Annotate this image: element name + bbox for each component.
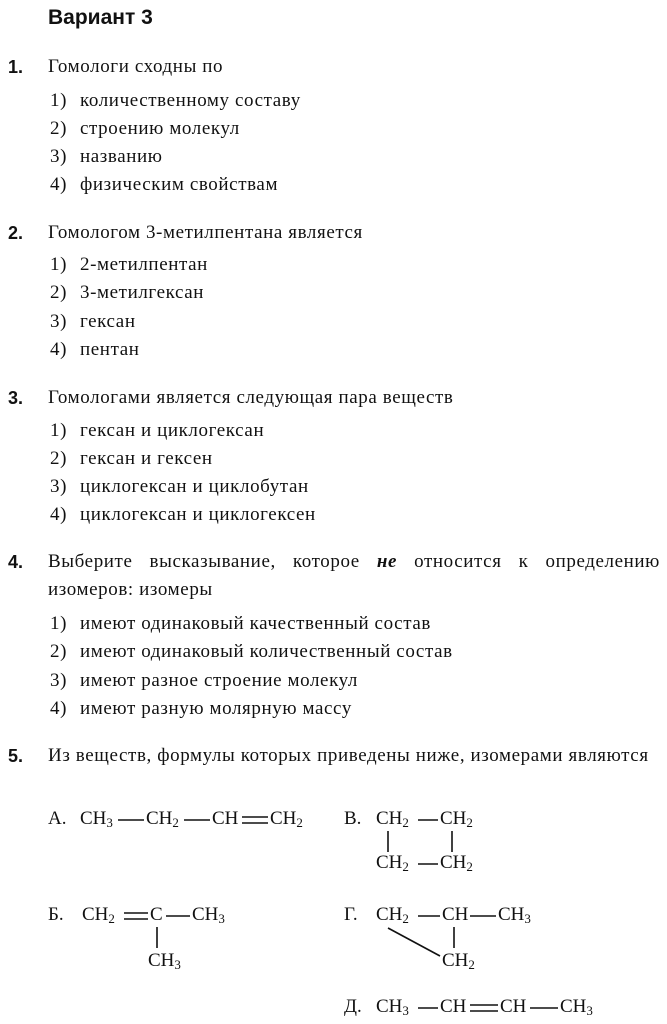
atom-group: CH <box>376 808 403 829</box>
question-text: Гомологи сходны по <box>48 56 224 77</box>
atom-group: CH <box>270 808 297 829</box>
option-number: 2) <box>50 448 68 469</box>
question-text-end: относится к определению изомеров: изомеры <box>48 551 660 600</box>
formula-label-d: Д. <box>344 996 362 1017</box>
atom-group: CH <box>376 852 403 873</box>
subscript: 3 <box>106 815 113 830</box>
atom-group: CH <box>148 950 175 971</box>
option-number: 3) <box>50 670 68 691</box>
option-number: 2) <box>50 118 68 139</box>
option-number: 2) <box>50 282 68 303</box>
option-number: 3) <box>50 476 68 497</box>
option-text: гексан и гексен <box>80 448 213 469</box>
option-number: 1) <box>50 254 68 275</box>
option-text: имеют разное строение молекул <box>80 670 358 691</box>
option-number: 4) <box>50 698 68 719</box>
option-text: строению молекул <box>80 118 240 139</box>
option-text: имеют одинаковый количественный состав <box>80 641 453 662</box>
option-number: 3) <box>50 311 68 332</box>
option-text: количественному составу <box>80 90 301 111</box>
question-number: 4. <box>8 552 24 572</box>
subscript: 3 <box>174 957 181 972</box>
question-number: 1. <box>8 57 24 77</box>
emphasis-not: не <box>376 551 398 572</box>
atom-group: CH <box>442 904 469 925</box>
atom-group: CH <box>440 852 467 873</box>
formula-label-g: Г. <box>344 904 358 925</box>
option-text: названию <box>80 146 163 167</box>
option-text: имеют разную молярную массу <box>80 698 352 719</box>
question-text-start: Выберите высказывание, которое <box>48 551 360 572</box>
variant-title: Вариант 3 <box>48 6 153 29</box>
question-text: Гомологами является следующая пара веществ <box>48 387 454 408</box>
atom-group: C <box>150 904 163 925</box>
atom-group: CH <box>80 808 107 829</box>
subscript: 3 <box>402 1003 409 1018</box>
formula-label-v: В. <box>344 808 362 829</box>
atom-group: CH <box>442 950 469 971</box>
option-text: 3-метилгексан <box>80 282 205 303</box>
option-number: 4) <box>50 174 68 195</box>
subscript: 2 <box>108 911 115 926</box>
option-text: гексан <box>80 311 136 332</box>
subscript: 2 <box>466 815 473 830</box>
formula-label-a: А. <box>48 808 67 829</box>
option-number: 2) <box>50 641 68 662</box>
subscript: 2 <box>402 859 409 874</box>
option-text: 2-метилпентан <box>80 254 208 275</box>
subscript: 3 <box>586 1003 593 1018</box>
formula-label-b: Б. <box>48 904 64 925</box>
option-text: циклогексан и циклобутан <box>80 476 309 497</box>
atom-group: CH <box>192 904 219 925</box>
subscript: 2 <box>296 815 303 830</box>
question-text: Из веществ, формулы которых приведены ниже, изомерами являются <box>48 745 649 766</box>
atom-group: CH <box>212 808 239 829</box>
option-text: имеют одинаковый качественный состав <box>80 613 431 634</box>
option-number: 1) <box>50 90 68 111</box>
atom-group: CH <box>376 904 403 925</box>
atom-group: CH <box>82 904 109 925</box>
option-number: 4) <box>50 339 68 360</box>
atom-group: CH <box>560 996 587 1017</box>
question-text: Гомологом 3-метилпентана является <box>48 222 363 243</box>
option-text: гексан и циклогексан <box>80 420 265 441</box>
atom-group: CH <box>498 904 525 925</box>
option-number: 3) <box>50 146 68 167</box>
question-number: 2. <box>8 223 24 243</box>
subscript: 2 <box>468 957 475 972</box>
single-bond <box>388 928 440 956</box>
option-number: 4) <box>50 504 68 525</box>
subscript: 2 <box>466 859 473 874</box>
atom-group: CH <box>440 808 467 829</box>
subscript: 2 <box>402 815 409 830</box>
option-text: физическим свойствам <box>80 174 279 195</box>
subscript: 3 <box>524 911 531 926</box>
option-number: 1) <box>50 613 68 634</box>
subscript: 3 <box>218 911 225 926</box>
question-number: 5. <box>8 746 24 766</box>
subscript: 2 <box>402 911 409 926</box>
atom-group: CH <box>440 996 467 1017</box>
atom-group: CH <box>376 996 403 1017</box>
option-text: пентан <box>80 339 140 360</box>
option-number: 1) <box>50 420 68 441</box>
atom-group: CH <box>500 996 527 1017</box>
atom-group: CH <box>146 808 173 829</box>
option-text: циклогексан и циклогексен <box>80 504 316 525</box>
subscript: 2 <box>172 815 179 830</box>
question-number: 3. <box>8 388 24 408</box>
